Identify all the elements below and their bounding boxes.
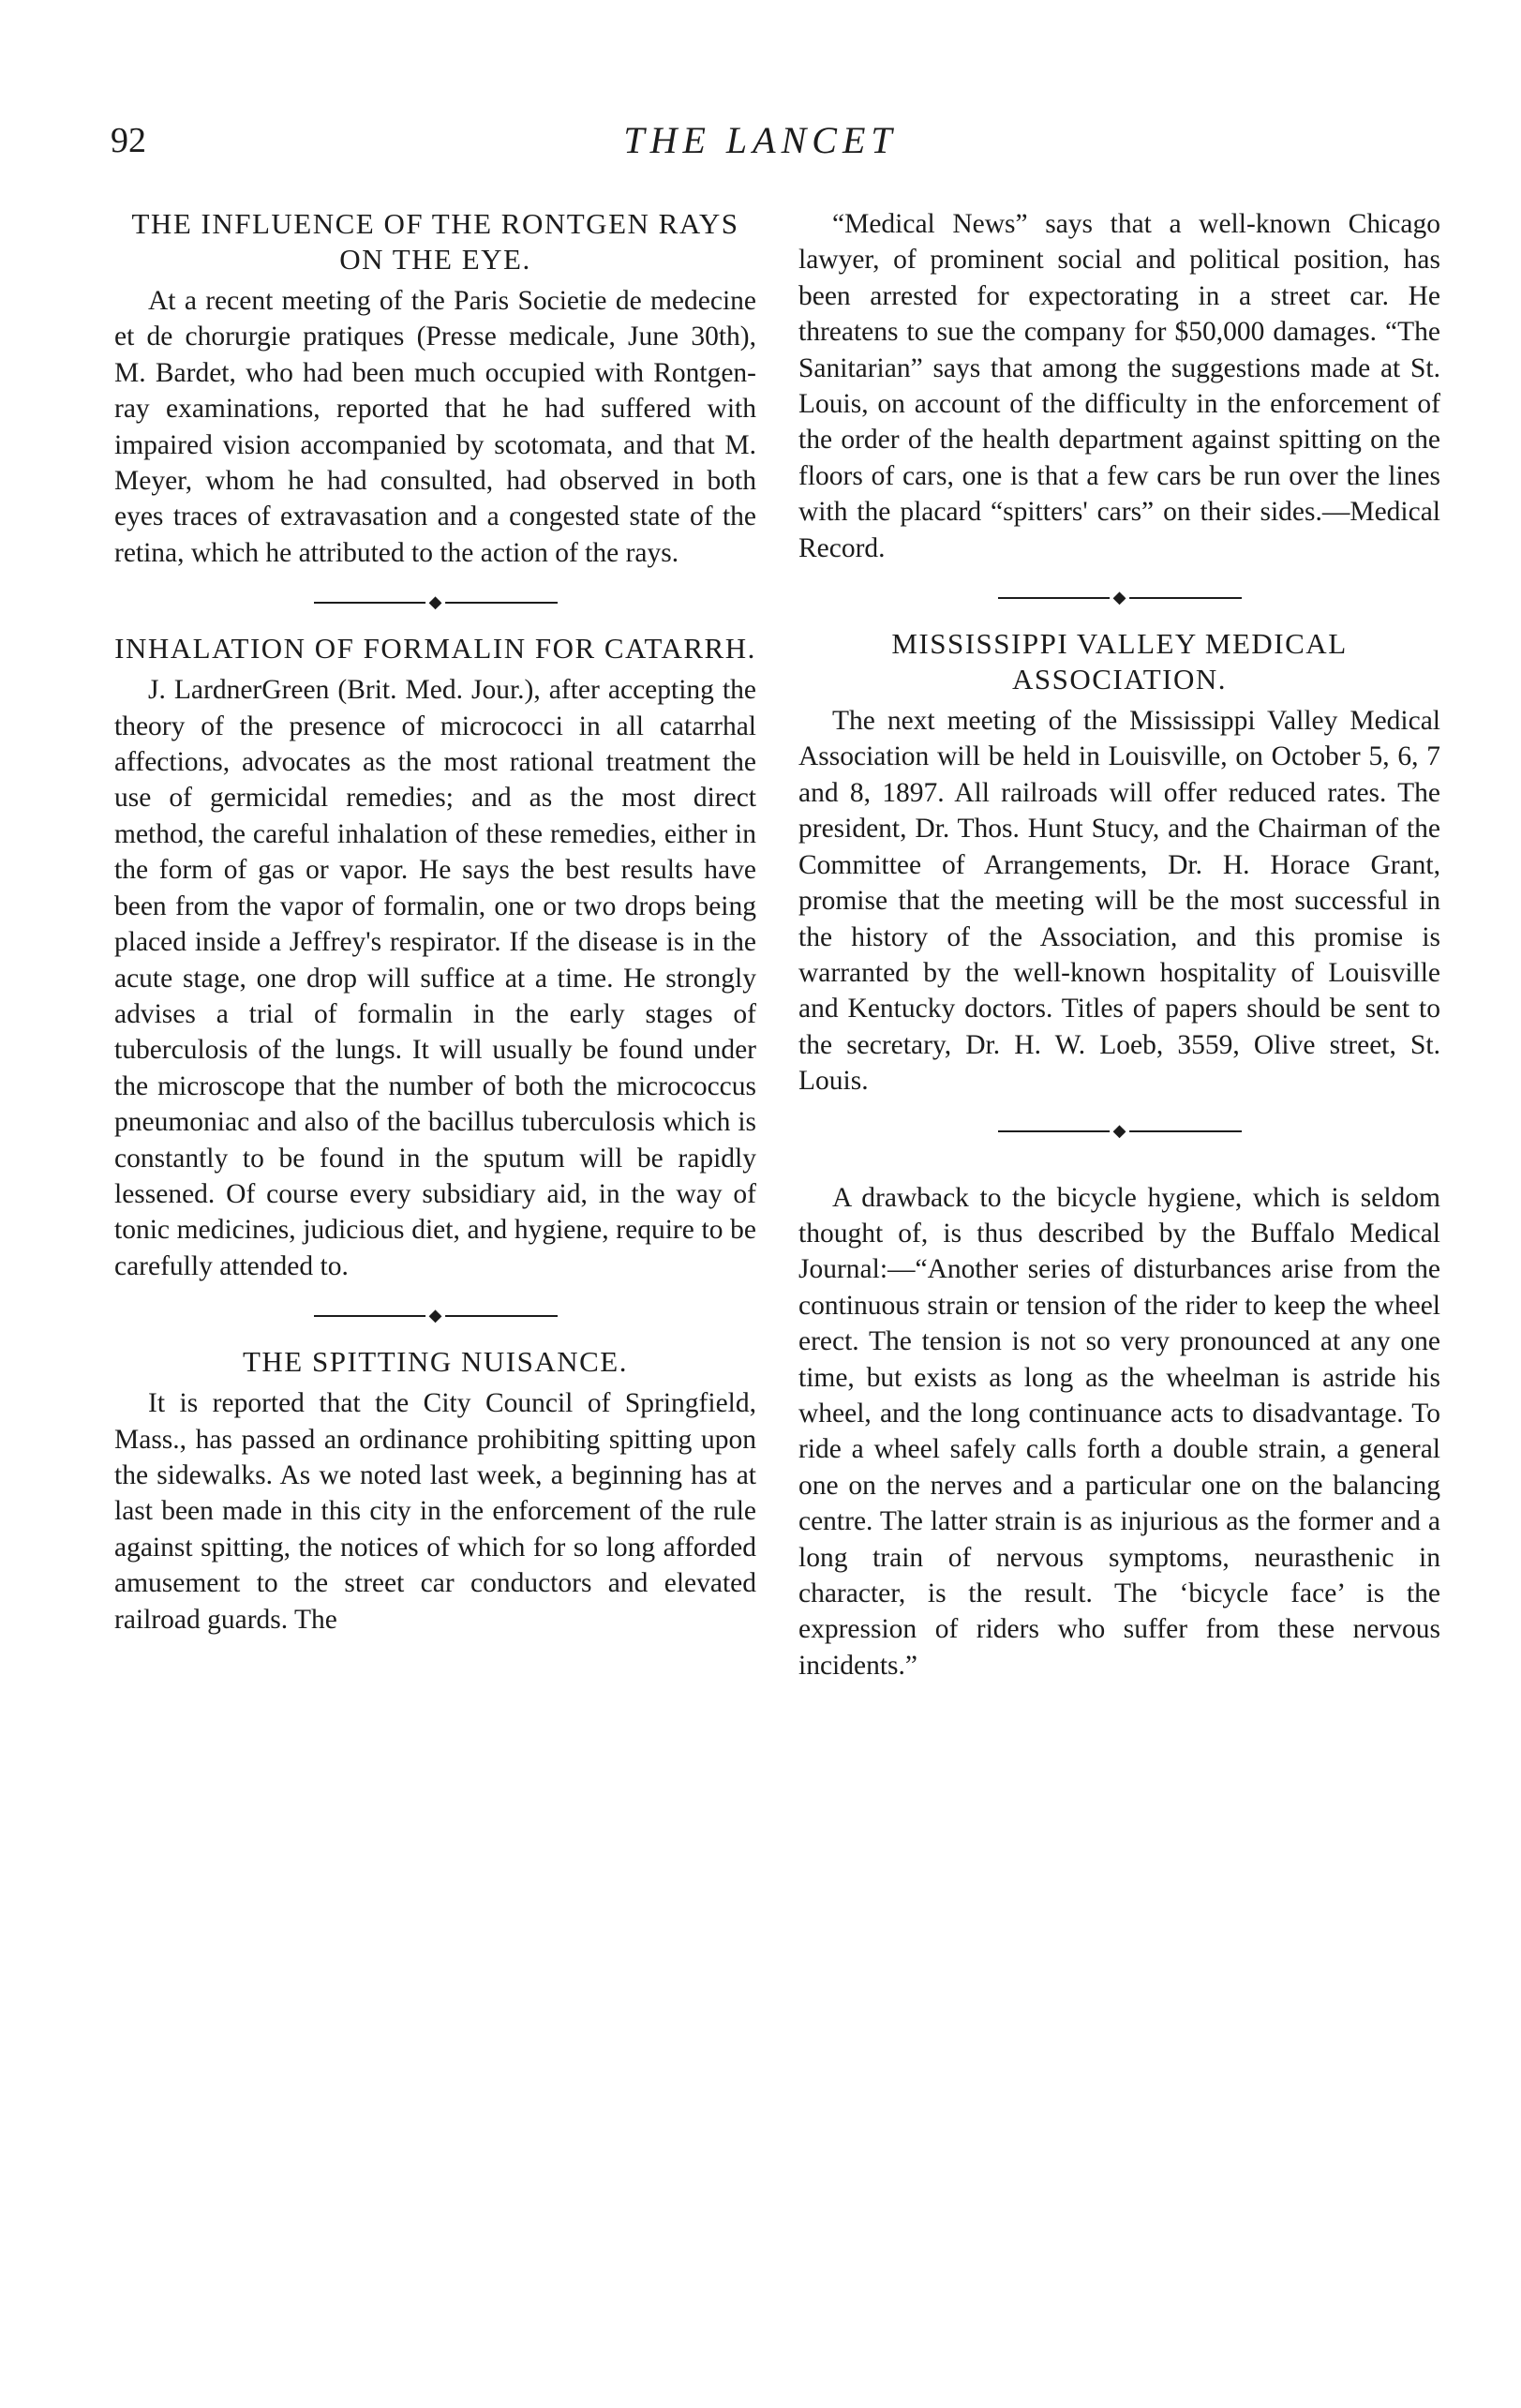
page-number: 92: [111, 121, 146, 160]
left-column: [114, 206, 756, 1638]
article-body-rontgen: At a recent meeting of the Paris Societie de medecine et de chorurgie pratiques (Presse medicale, June 30th), M. Bardet, who had been much occupied with Rontgen-ray examinations, reported that he had suffered with impaired vision accompanied by scotomata, and that M. Meyer, whom he had consulted, had observed in both eyes traces of extravasation and a congested state of the retina, which he attributed to the action of the rays.: [114, 286, 756, 568]
article-body-spitting-continued: “Medical News” says that a well-known Chicago lawyer, of prominent social and political position, has been arrested for expectorating in a street car. He threatens to sue the company for $50,000 damages. “The Sanitarian” says that among the suggestions made at St. Louis, on account of the difficulty in the enforcement of the order of the health department against spitting on the floors of cars, one is that a few cars be run over the lines with the placard “spitters' cars” on their sides.—Medical Record.: [798, 209, 1440, 563]
article-title-spitting: THE SPITTING NUISANCE.: [242, 1345, 628, 1379]
section-divider: [798, 1116, 1440, 1144]
article-title-mississippi: MISSISSIPPI VALLEY MEDICAL ASSOCIATION.: [891, 627, 1348, 696]
article-body-formalin: J. LardnerGreen (Brit. Med. Jour.), after accepting the theory of the presence of micrococci in all catarrhal affections, advocates as the most rational treatment the use of germicidal remedies; and as the most direct method, the careful inhalation of these remedies, either in the form of gas or vapor. He says the best results have been from the vapor of formalin, one or two drops being placed inside a Jeffrey's respirator. If the disease is in the acute stage, one drop will suffice at a time. He strongly advises a trial of formalin in the early stages of tuberculosis of the lungs. It will usually be found under the microscope that the number of both the micrococcus pneumoniac and also of the bacillus tuberculosis which is constantly to be found in the sputum will be rapidly lessened. Of course every subsidiary aid, in the way of tonic medicines, judicious diet, and hygiene, require to be carefully attended to.: [114, 675, 756, 1281]
article-body-mississippi: The next meeting of the Mississippi Valley Medical Association will be held in Louisville, on October 5, 6, 7 and 8, 1897. All railroads will offer reduced rates. The president, Dr. Thos. Hunt Stucy, and the Chairman of the Committee of Arrangements, Dr. H. Horace Grant, promise that the meeting will be the most successful in the history of the Association, and this promise is warranted by the well-known hospitality of Louisville and Kentucky doctors. Titles of papers should be sent to the secretary, Dr. H. W. Loeb, 3559, Olive street, St. Louis.: [798, 706, 1440, 1097]
running-head: THE LANCET: [623, 119, 898, 161]
section-divider: [114, 1301, 756, 1329]
article-title-rontgen: THE INFLUENCE OF THE RONTGEN RAYS ON THE EYE.: [131, 207, 739, 276]
spacer: [798, 1159, 1440, 1180]
article-body-bicycle: A drawback to the bicycle hygiene, which is seldom thought of, is thus described by the Buffalo Medical Journal:—“Another series of disturbances arise from the continuous strain or tension of the rider to keep the wheel erect. The tension is not so very pronounced at any one time, but exists as long as the wheelman is astride his wheel, and the long continuance acts to disadvantage. To ride a wheel safely calls forth a double strain, a general one on the nerves and a particular one on the balancing centre. The latter strain is as injurious as the former and a long train of nervous symptoms, neurasthenic in character, is the result. The ‘bicycle face’ is the expression of riders who suffer from these nervous incidents.”: [798, 1182, 1440, 1681]
article-body-spitting: It is reported that the City Council of Springfield, Mass., has passed an ordinance prohibiting spitting upon the sidewalks. As we noted last week, a beginning has at last been made in this city in the enforcement of the rule against spitting, the notices of which for so long afforded amusement to the street car conductors and elevated railroad guards. The: [114, 1388, 756, 1635]
section-divider: [798, 583, 1440, 611]
article-title-formalin: INHALATION OF FORMALIN FOR CATARRH.: [114, 632, 756, 666]
section-divider: [114, 588, 756, 616]
right-column: [798, 206, 1440, 1683]
